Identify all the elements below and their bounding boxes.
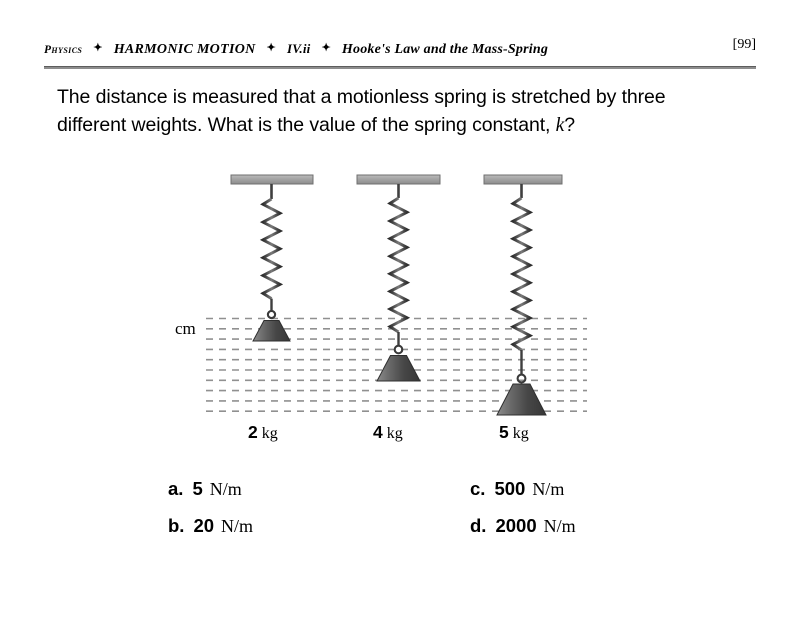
- question-line-2b: ?: [564, 114, 575, 136]
- answer-value-a: 5: [192, 478, 203, 499]
- hanging-weight: [377, 356, 420, 382]
- spring-setup-1: [231, 175, 313, 341]
- page-number: [99]: [732, 37, 756, 52]
- breadcrumb: [44, 41, 548, 58]
- answer-option-d[interactable]: [470, 515, 576, 537]
- mass-label-3: [499, 422, 529, 443]
- support-bar: [357, 175, 440, 184]
- mass-value-3: 5: [499, 422, 509, 442]
- answer-letter-b: b.: [168, 515, 185, 536]
- weight-hook-ring: [268, 311, 275, 318]
- support-bar: [484, 175, 562, 184]
- weight-hook-ring: [518, 375, 526, 383]
- mass-value-1: 2: [248, 422, 258, 442]
- breadcrumb-subject: Physics: [44, 44, 83, 56]
- axis-label-cm: cm: [175, 319, 196, 338]
- spring-coil: [513, 198, 530, 350]
- spring-coil: [390, 198, 407, 332]
- diamond-separator-icon: ✦: [93, 42, 103, 54]
- measurement-gridlines: [206, 319, 587, 412]
- hanging-weight: [497, 384, 546, 415]
- breadcrumb-title: Hooke's Law and the Mass-Spring: [341, 42, 549, 57]
- answer-value-b: 20: [193, 515, 215, 536]
- breadcrumb-code: IV.ii: [286, 41, 311, 56]
- mass-value-2: 4: [373, 422, 383, 442]
- question-text: [57, 83, 757, 140]
- question-line-2a: different weights. What is the value of the spring constant,: [57, 114, 556, 136]
- question-line-1: The distance is measured that a motionless spring is stretched by three: [57, 86, 666, 108]
- mass-unit-2: kg: [386, 425, 403, 442]
- answer-value-c: 500: [494, 478, 526, 499]
- answer-letter-a: a.: [168, 478, 184, 499]
- answer-letter-c: c.: [470, 478, 486, 499]
- answer-value-d: 2000: [495, 515, 537, 536]
- header-divider: [44, 66, 756, 69]
- answer-option-c[interactable]: [470, 478, 564, 500]
- diamond-separator-icon: ✦: [321, 42, 331, 54]
- mass-unit-3: kg: [512, 425, 529, 442]
- mass-label-2: [373, 422, 403, 443]
- mass-unit-1: kg: [261, 425, 278, 442]
- page-header: [44, 37, 756, 63]
- answer-unit-a: N/m: [209, 479, 242, 499]
- diamond-separator-icon: ✦: [266, 42, 276, 54]
- spring-setup-2: [357, 175, 440, 381]
- support-bar: [231, 175, 313, 184]
- answer-option-a[interactable]: [168, 478, 242, 500]
- spring-coil: [263, 199, 280, 299]
- answer-options: [168, 478, 638, 548]
- weight-hook-ring: [395, 346, 403, 354]
- spring-constant-variable: k: [555, 115, 565, 136]
- answer-unit-b: N/m: [221, 516, 254, 536]
- breadcrumb-topic: HARMONIC MOTION: [113, 42, 256, 57]
- answer-unit-c: N/m: [532, 479, 565, 499]
- mass-label-1: [248, 422, 278, 443]
- answer-unit-d: N/m: [543, 516, 576, 536]
- hanging-weight: [253, 321, 290, 342]
- answer-letter-d: d.: [470, 515, 487, 536]
- answer-option-b[interactable]: [168, 515, 253, 537]
- spring-setup-3: [484, 175, 562, 415]
